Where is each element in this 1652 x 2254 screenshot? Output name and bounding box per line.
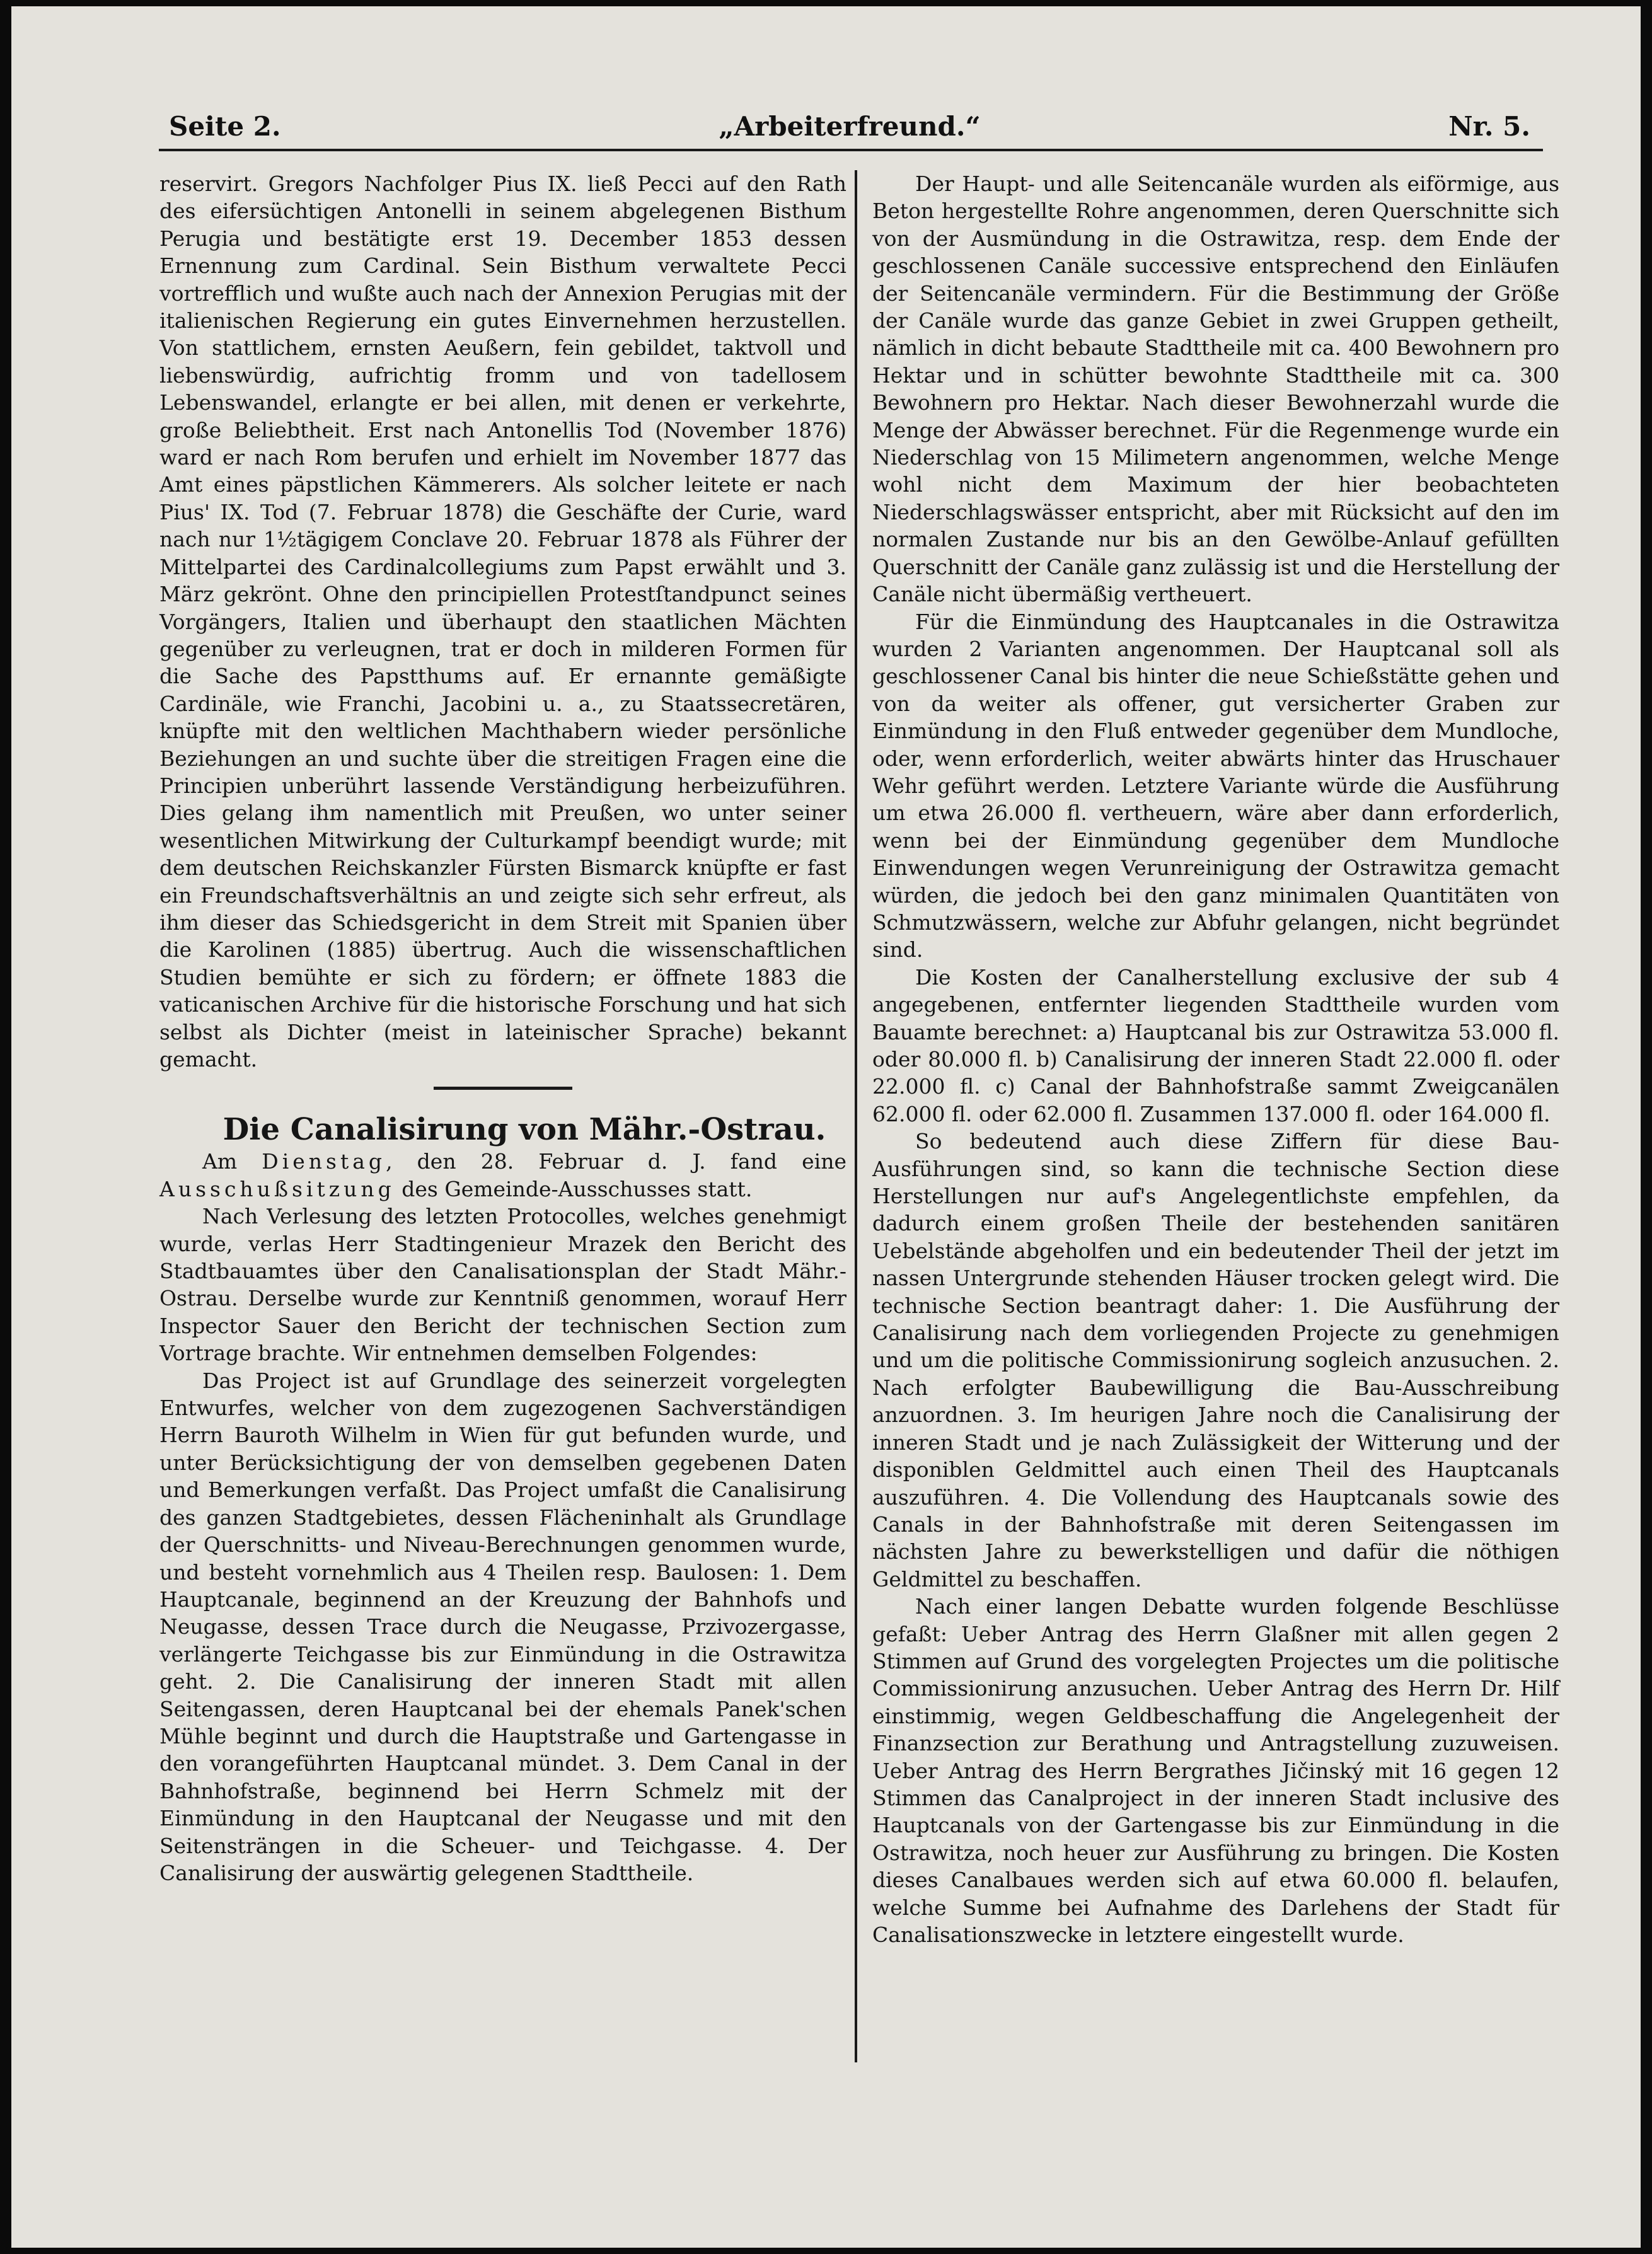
left-column	[159, 170, 846, 1887]
text-run: , den 28. Februar d. J. fand eine	[386, 1149, 846, 1174]
column-divider	[855, 170, 857, 2062]
right-column	[872, 170, 1559, 1948]
page-number: Seite 2.	[169, 111, 281, 142]
project-paragraph: Das Project ist auf Grundlage des seinerzeit vorgelegten Entwurfes, welcher von dem zugezogenen Sachverständigen Herrn Bauroth Wilhelm in Wien für gut befunden wurde, und unter Berücksichtigung der von demselben gegebenen Daten und Bemerkungen verfaßt. Das Project umfaßt die Canalisirung des ganzen Stadtgebietes, dessen Flächeninhalt als Grundlage der Querschnitts- und Niveau-Berechnungen genommen wurde, und besteht vornehmlich aus 4 Theilen resp. Baulosen: 1. Dem Hauptcanale, beginnend an der Kreuzung der Bahnhofs und Neugasse, dessen Trace durch die Neugasse, Przivozergasse, verlängerte Teichgasse bis zur Einmündung in die Ostrawitza geht. 2. Die Canalisirung der inneren Stadt mit allen Seitengassen, deren Hauptcanal bei der ehemals Panek'schen Mühle beginnt und durch die Hauptstraße und Gartengasse in den vorangeführten Hauptcanal mündet. 3. Dem Canal in der Bahnhofstraße, beginnend bei Herrn Schmelz mit der Einmündung in den Hauptcanal der Neugasse und mit den Seitensträngen in die Scheuer- und Teichgasse. 4. Der Canalisirung der auswärtig gelegenen Stadttheile.	[159, 1368, 846, 1885]
newspaper-title: „Arbeiterfreund.“	[719, 111, 981, 142]
cost-paragraph: Die Kosten der Canalherstellung exclusive der sub 4 angegebenen, entfernter liegenden Stadttheile wurden vom Bauamte berechnet: a) Hauptcanal bis zur Ostrawitza 53.000 fl. oder 80.000 fl. b) Canalisirung der inneren Stadt 22.000 fl. oder 22.000 fl. c) Canal der Bahnhofstraße sammt Zweigcanälen 62.000 fl. oder 62.000 fl. Zusammen 137.000 fl. oder 164.000 fl.	[872, 964, 1559, 1126]
spaced-text: Dienstag	[262, 1149, 386, 1174]
text-run: des Gemeinde-Ausschusses statt.	[395, 1176, 753, 1201]
issue-number: Nr. 5.	[1448, 111, 1530, 142]
outlet-variants-paragraph: Für die Einmündung des Hauptcanales in die Ostrawitza wurden 2 Varianten angenommen. Der Hauptcanal soll als geschlossener Canal bis hinter die neue Schießstätte gehen und von da weiter als offener, gut versicherter Graben zur Einmündung in den Fluß entweder gegenüber dem Mundloche, oder, wenn erforderlich, weiter abwärts hinter das Hruschauer Wehr geführt werden. Letztere Variante würde die Ausführung um etwa 26.000 fl. vertheuern, wäre aber dann erforderlich, wenn bei der Einmündung gegenüber dem Mundloche Einwendungen wegen Verunreinigung der Ostrawitza gemacht würden, die jedoch bei den ganz minimalen Quantitäten von Schmutzwässern, welche zur Abfuhr gelangen, nicht begründet sind.	[872, 609, 1559, 962]
page-header	[169, 111, 1530, 141]
section-title: Die Canalisirung von Mähr.-Ostrau.	[222, 1112, 826, 1148]
recommendation-paragraph: So bedeutend auch diese Ziffern für diese Bau-Ausführungen sind, so kann die technische Section diese Herstellungen nur auf's Angelegentlichste empfehlen, da dadurch einem großen Theile der bestehenden sanitären Uebelstände abgeholfen und ein bedeutender Theil der jetzt im nassen Untergrunde stehenden Häuser trocken gelegt wird. Die technische Section beantragt daher: 1. Die Ausführung der Canalisirung nach dem vorliegenden Projecte zu genehmigen und um die politische Commissionirung sogleich anzusuchen. 2. Nach erfolgter Baubewilligung die Bau-Ausschreibung anzuordnen. 3. Im heurigen Jahre noch die Canalisirung der inneren Stadt und je nach Zulässigkeit der Witterung und der disponiblen Geldmittel auch einen Theil des Hauptcanals auszuführen. 4. Die Vollendung des Hauptcanals sowie des Canals in der Bahnhofstraße mit deren Seitengassen im nächsten Jahre zu bewerkstelligen und dafür die nöthigen Geldmittel zu beschaffen.	[872, 1129, 1559, 1592]
protocol-paragraph: Nach Verlesung des letzten Protocolles, welches genehmigt wurde, verlas Herr Stadtingenieur Mrazek den Bericht des Stadtbauamtes über den Canalisationsplan der Stadt Mähr.-Ostrau. Derselbe wurde zur Kenntniß genommen, worauf Herr Inspector Sauer den Bericht der technischen Section zum Vortrage brachte. Wir entnehmen demselben Folgendes:	[159, 1204, 846, 1366]
canal-design-paragraph: Der Haupt- und alle Seitencanäle wurden als eiförmige, aus Beton hergestellte Rohre angenommen, deren Querschnitte sich von der Ausmündung in die Ostrawitza, resp. dem Ende der geschlossenen Canäle successive entsprechend den Einläufen der Seitencanäle vermindern. Für die Bestimmung der Größe der Canäle wurde das ganze Gebiet in zwei Gruppen getheilt, nämlich in dicht bebaute Stadttheile mit ca. 400 Bewohnern pro Hektar und in schütter bewohnte Stadttheile mit ca. 300 Bewohnern pro Hektar. Nach dieser Bewohnerzahl wurde die Menge der Abwässer berechnet. Für die Regenmenge wurde ein Niederschlag von 15 Milimetern angenommen, welche Menge wohl nicht dem Maximum der hier beobachteten Niederschlagswässer entspricht, aber mit Rücksicht auf den im normalen Zustande nur bis an den Gewölbe-Anlauf gefüllten Querschnitt der Canäle ganz zulässig ist und die Herstellung der Canäle nicht übermäßig vertheuert.	[872, 171, 1559, 607]
header-rule	[159, 149, 1543, 151]
meeting-paragraph	[159, 1148, 846, 1203]
text-run: Am	[202, 1149, 262, 1174]
section-divider	[434, 1087, 572, 1090]
resolutions-paragraph: Nach einer langen Debatte wurden folgende Beschlüsse gefaßt: Ueber Antrag des Herrn Glaßner mit allen gegen 2 Stimmen auf Grund des vorgelegten Projectes um die politische Commissionirung anzusuchen. Ueber Antrag des Herrn Dr. Hilf einstimmig, wegen Geldbeschaffung die Angelegenheit der Finanzsection zur Berathung und Antragstellung zuzuweisen. Ueber Antrag des Herrn Bergrathes Jičinský mit 16 gegen 12 Stimmen das Canalproject in der inneren Stadt inclusive des Hauptcanals von der Gartengasse bis zur Einmündung in die Ostrawitza, noch heuer zur Ausführung zu bringen. Die Kosten dieses Canalbaues werden sich auf etwa 60.000 fl. belaufen, welche Summe bei Aufnahme des Darlehens der Stadt für Canalisationszwecke in letztere eingestellt wurde.	[872, 1594, 1559, 1947]
spaced-text: Ausschußsitzung	[159, 1176, 395, 1201]
article-continuation: reservirt. Gregors Nachfolger Pius IX. ließ Pecci auf den Rath des eifersüchtigen Antonelli in seinem abgelegenen Bisthum Perugia und bestätigte erst 19. December 1853 dessen Ernennung zum Cardinal. Sein Bisthum verwaltete Pecci vortrefflich und wußte auch nach der Annexion Perugias mit der italienischen Regierung ein gutes Einvernehmen herzustellen. Von stattlichem, ernsten Aeußern, fein gebildet, taktvoll und liebenswürdig, aufrichtig fromm und von tadellosem Lebenswandel, erlangte er bei allen, mit denen er verkehrte, große Beliebtheit. Erst nach Antonellis Tod (November 1876) ward er nach Rom berufen und erhielt im November 1877 das Amt eines päpstlichen Kämmerers. Als solcher leitete er nach Pius' IX. Tod (7. Februar 1878) die Geschäfte der Curie, ward nach nur 1½tägigem Conclave 20. Februar 1878 als Führer der Mittelpartei des Cardinalcollegiums zum Papst erwählt und 3. März gekrönt. Ohne den principiellen Protestſtandpunct seines Vorgängers, Italien und überhaupt den staatlichen Mächten gegenüber zu verleugnen, trat er doch in milderen Formen für die Sache des Papstthums auf. Er ernannte gemäßigte Cardinäle, wie Franchi, Jacobini u. a., zu Staatssecretären, knüpfte mit den weltlichen Machthabern wieder persönliche Beziehungen an und suchte über die streitigen Fragen eine die Principien unberührt lassende Verständigung herbeizuführen. Dies gelang ihm namentlich mit Preußen, wo unter seiner wesentlichen Mitwirkung der Culturkampf beendigt wurde; mit dem deutschen Reichskanzler Fürsten Bismarck knüpfte er fast ein Freundschaftsverhältnis an und zeigte sich sehr erfreut, als ihm dieser das Schiedsgericht in dem Streit mit Spanien über die Karolinen (1885) übertrug. Auch die wissenschaftlichen Studien bemühte er sich zu fördern; er öffnete 1883 die vaticanischen Archive für die historische Forschung und hat sich selbst als Dichter (meist in lateinischer Sprache) bekannt gemacht.	[159, 171, 846, 1072]
